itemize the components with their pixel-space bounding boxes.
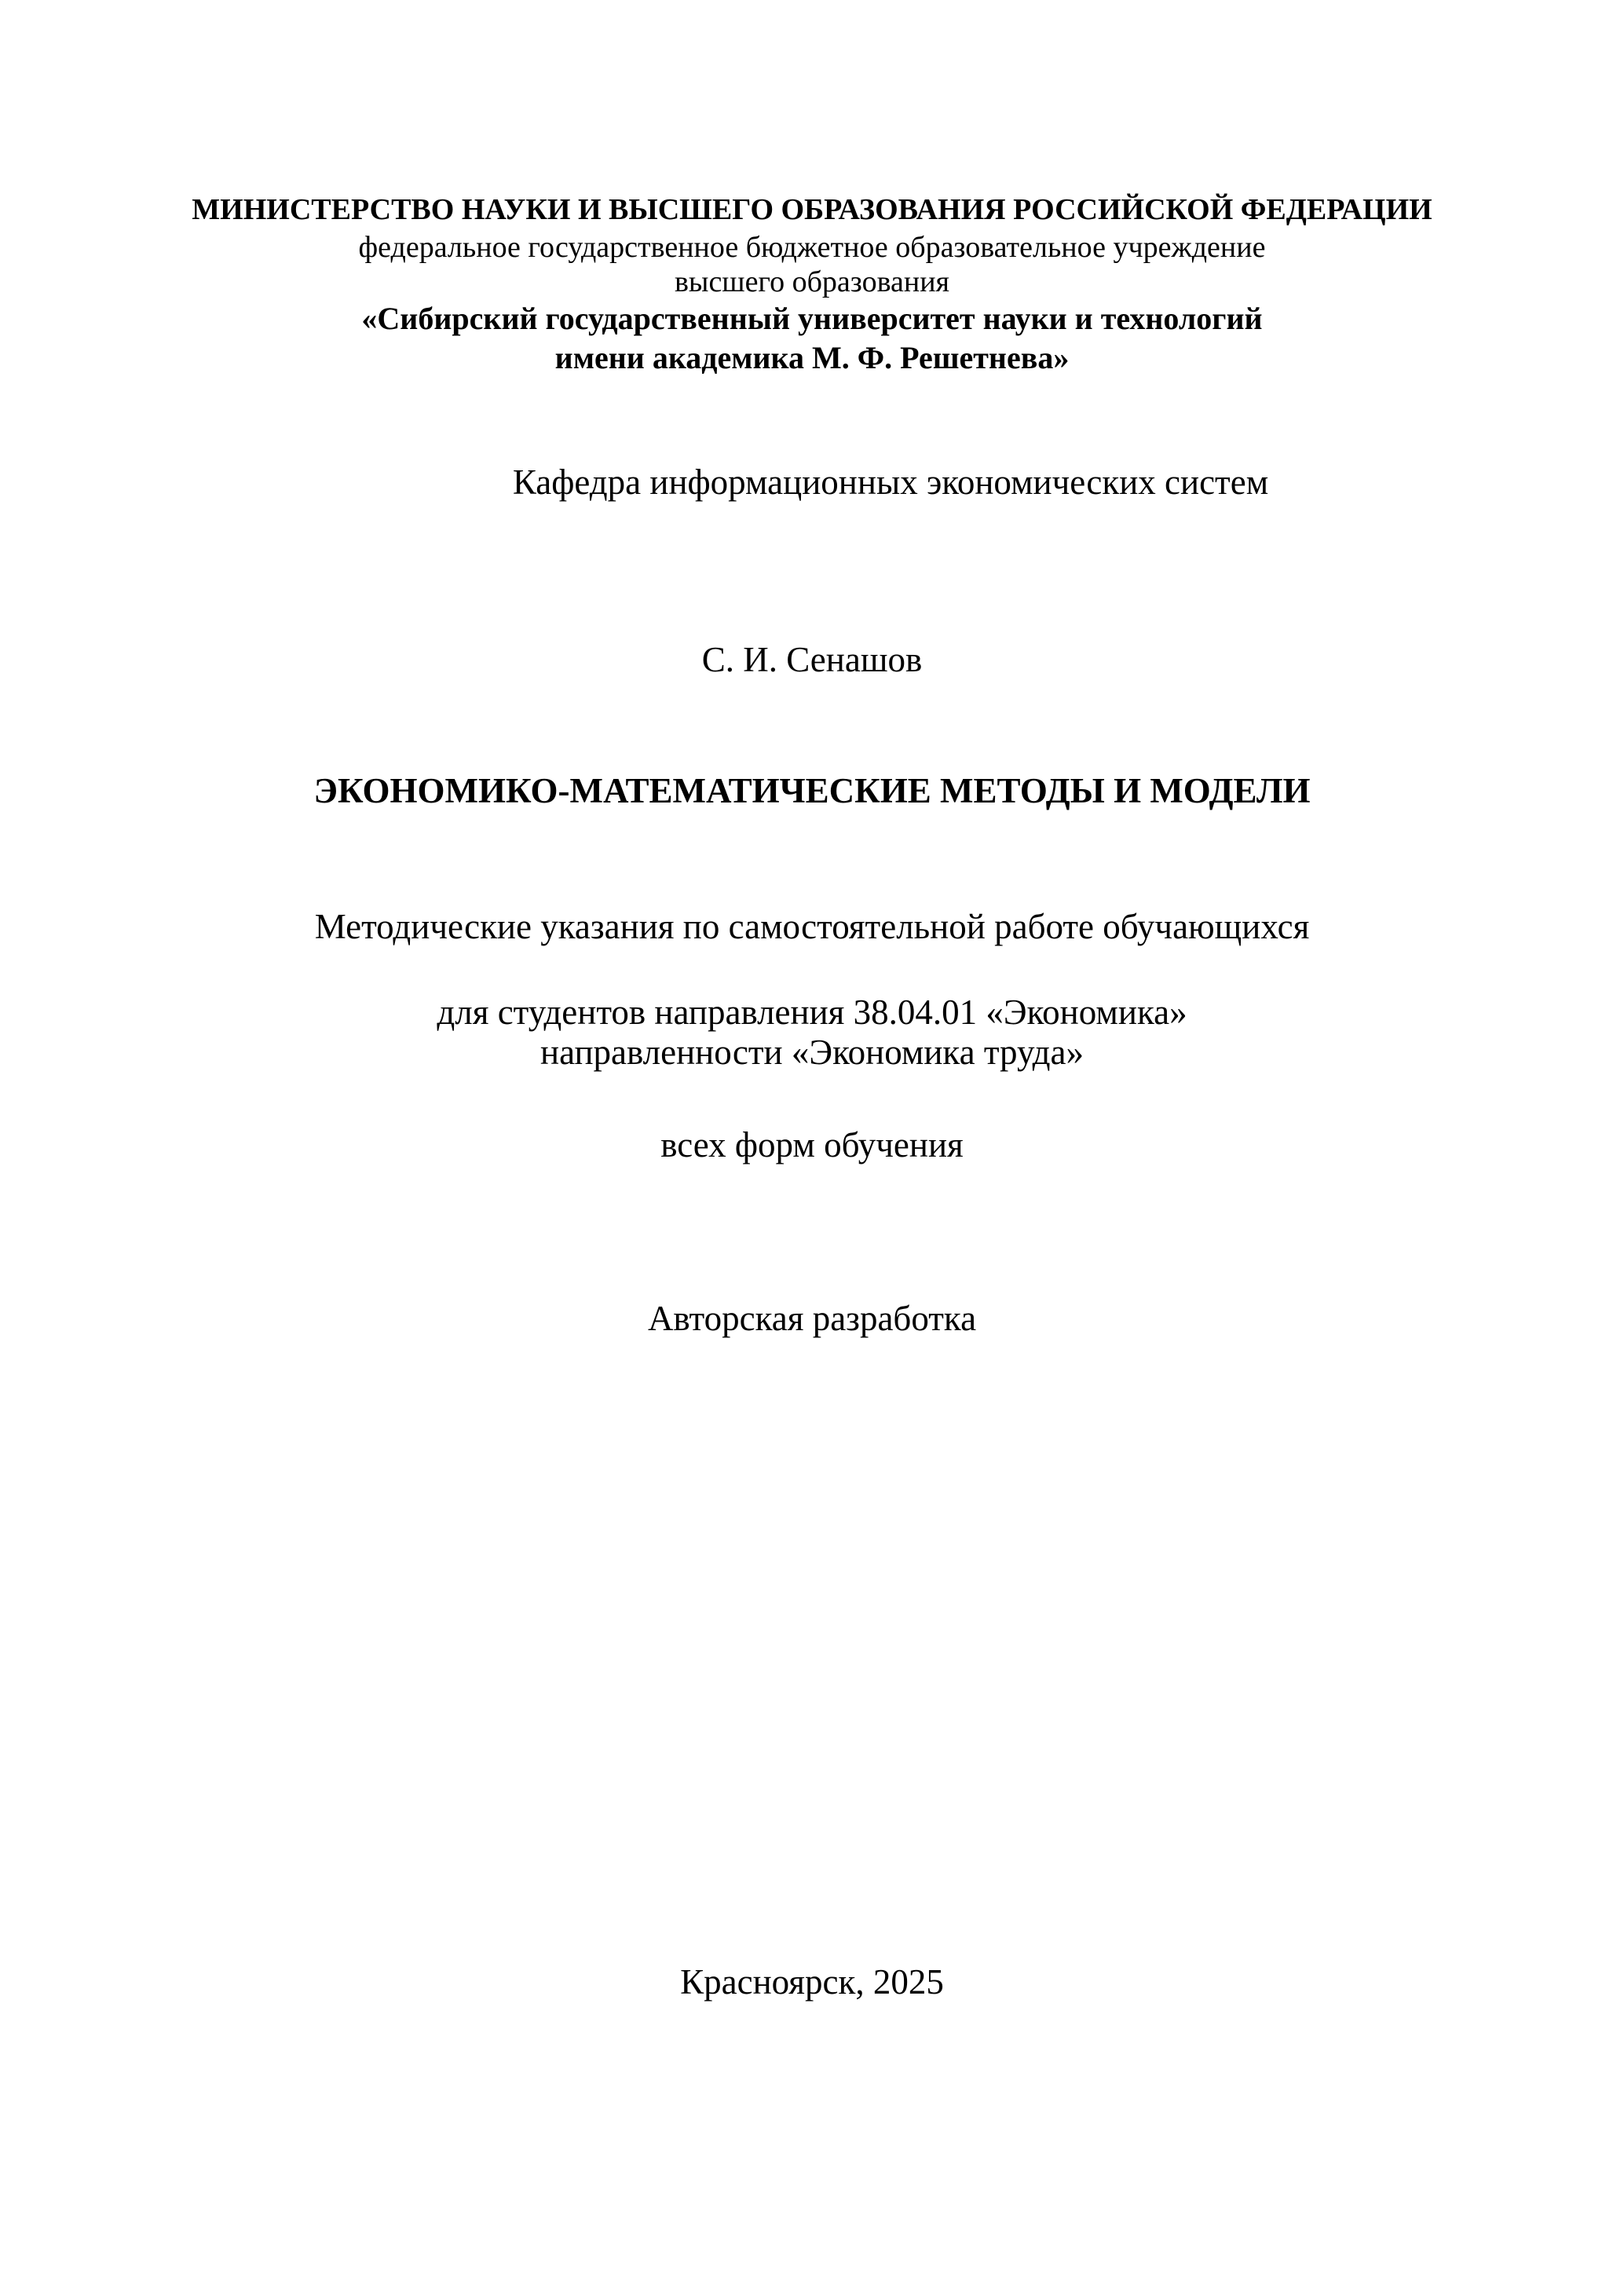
document-title: ЭКОНОМИКО-МАТЕМАТИЧЕСКИЕ МЕТОДЫ И МОДЕЛИ [313,771,1311,810]
university-name-line2: имени академика М. Ф. Решетнева» [554,340,1070,375]
study-forms: всех форм обучения [660,1125,964,1164]
department-name: Кафедра информационных экономических систем [512,462,1269,502]
audience-line1: для студентов направления 38.04.01 «Экономика» [437,993,1187,1032]
document-subtitle: Методические указания по самостоятельной работе обучающихся [314,907,1310,946]
university-name-line1: «Сибирский государственный университет науки и технологий [361,301,1263,336]
education-level: высшего образования [674,265,950,298]
audience-line2: направленности «Экономика труда» [540,1033,1084,1072]
author-name: С. И. Сенашов [701,640,923,679]
ministry-heading: МИНИСТЕРСТВО НАУКИ И ВЫСШЕГО ОБРАЗОВАНИЯ РОССИЙСКОЙ ФЕДЕРАЦИИ [192,193,1432,226]
edition-note: Авторская разработка [647,1299,977,1338]
institution-type: федеральное государственное бюджетное образовательное учреждение [358,231,1266,264]
city-year: Красноярск, 2025 [680,1962,944,2002]
